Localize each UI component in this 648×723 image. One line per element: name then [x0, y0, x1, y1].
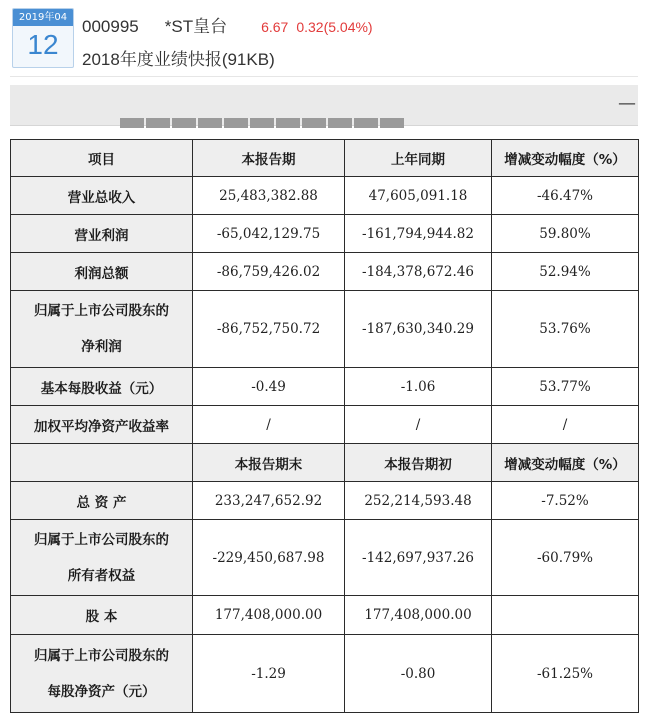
cell-current: / — [193, 406, 345, 444]
cell-change: -61.25% — [492, 635, 639, 713]
cell-prior: -142,697,937.26 — [345, 520, 492, 596]
cell-change: -7.52% — [492, 482, 639, 520]
stock-price: 6.67 — [261, 19, 289, 35]
col-header-period-end: 本报告期末 — [193, 444, 345, 482]
cell-prior: -184,378,672.46 — [345, 253, 492, 291]
stock-code[interactable]: 000995 — [82, 17, 139, 36]
col-header-change: 增减变动幅度（%） — [492, 444, 639, 482]
col-header-current: 本报告期 — [193, 140, 345, 177]
cell-change: / — [492, 406, 639, 444]
cell-current: -229,450,687.98 — [193, 520, 345, 596]
row-label: 利润总额 — [11, 253, 193, 291]
document-viewer — [10, 85, 638, 723]
cell-prior: / — [345, 406, 492, 444]
table-row — [11, 482, 639, 520]
col-header-change: 增减变动幅度（%） — [492, 140, 639, 177]
date-day: 12 — [27, 29, 59, 60]
row-label: 加权平均净资产收益率 — [11, 406, 193, 444]
cell-change: -60.79% — [492, 520, 639, 596]
table-row — [11, 520, 639, 596]
row-label: 营业利润 — [11, 215, 193, 253]
collapse-icon[interactable]: — — [618, 93, 636, 114]
clipped-heading-text — [120, 118, 440, 128]
table-row — [11, 215, 639, 253]
performance-table — [10, 139, 639, 713]
cell-change: 52.94% — [492, 253, 639, 291]
cell-prior: -1.06 — [345, 368, 492, 406]
row-label: 股 本 — [11, 596, 193, 635]
cell-prior: 47,605,091.18 — [345, 177, 492, 215]
table-row — [11, 368, 639, 406]
cell-prior: 177,408,000.00 — [345, 596, 492, 635]
cell-change: 53.76% — [492, 291, 639, 368]
row-label-line2: 每股净资产（元） — [47, 683, 156, 700]
row-label: 营业总收入 — [11, 177, 193, 215]
col-header-empty — [11, 444, 193, 482]
date-year-month: 2019年04 — [13, 9, 73, 26]
col-header-prior: 上年同期 — [345, 140, 492, 177]
row-label — [11, 635, 193, 713]
document-title[interactable]: 2018年度业绩快报(91KB) — [82, 50, 275, 69]
col-header-period-start: 本报告期初 — [345, 444, 492, 482]
cell-change: 59.80% — [492, 215, 639, 253]
cell-current: 25,483,382.88 — [193, 177, 345, 215]
cell-current: 233,247,652.92 — [193, 482, 345, 520]
row-label-line2: 所有者权益 — [67, 567, 136, 584]
table-row — [11, 406, 639, 444]
table-header-row — [11, 140, 639, 177]
row-label-line1: 归属于上市公司股东的 — [34, 303, 169, 319]
cell-current: -0.49 — [193, 368, 345, 406]
stock-change: 0.32(5.04%) — [296, 19, 373, 35]
cell-change: -46.47% — [492, 177, 639, 215]
row-label-line2: 净利润 — [81, 339, 122, 355]
col-header-item: 项目 — [11, 140, 193, 177]
stock-info — [82, 12, 373, 36]
date-badge — [12, 8, 74, 68]
cell-change — [492, 596, 639, 635]
row-label — [11, 520, 193, 596]
table-header-row — [11, 444, 639, 482]
cell-prior: -0.80 — [345, 635, 492, 713]
table-row — [11, 253, 639, 291]
cell-change: 53.77% — [492, 368, 639, 406]
table-row — [11, 291, 639, 368]
table-row — [11, 177, 639, 215]
cell-prior: 252,214,593.48 — [345, 482, 492, 520]
header-divider — [10, 76, 638, 77]
table-row — [11, 635, 639, 713]
cell-prior: -187,630,340.29 — [345, 291, 492, 368]
row-label — [11, 291, 193, 368]
row-label-line1: 归属于上市公司股东的 — [34, 531, 169, 548]
cell-current: -65,042,129.75 — [193, 215, 345, 253]
cell-current: -86,759,426.02 — [193, 253, 345, 291]
cell-current: 177,408,000.00 — [193, 596, 345, 635]
stock-name[interactable]: *ST皇台 — [164, 17, 228, 36]
row-label: 总 资 产 — [11, 482, 193, 520]
cell-prior: -161,794,944.82 — [345, 215, 492, 253]
cell-current: -1.29 — [193, 635, 345, 713]
row-label-line1: 归属于上市公司股东的 — [34, 647, 169, 664]
table-row — [11, 596, 639, 635]
cell-current: -86,752,750.72 — [193, 291, 345, 368]
row-label: 基本每股收益（元） — [11, 368, 193, 406]
